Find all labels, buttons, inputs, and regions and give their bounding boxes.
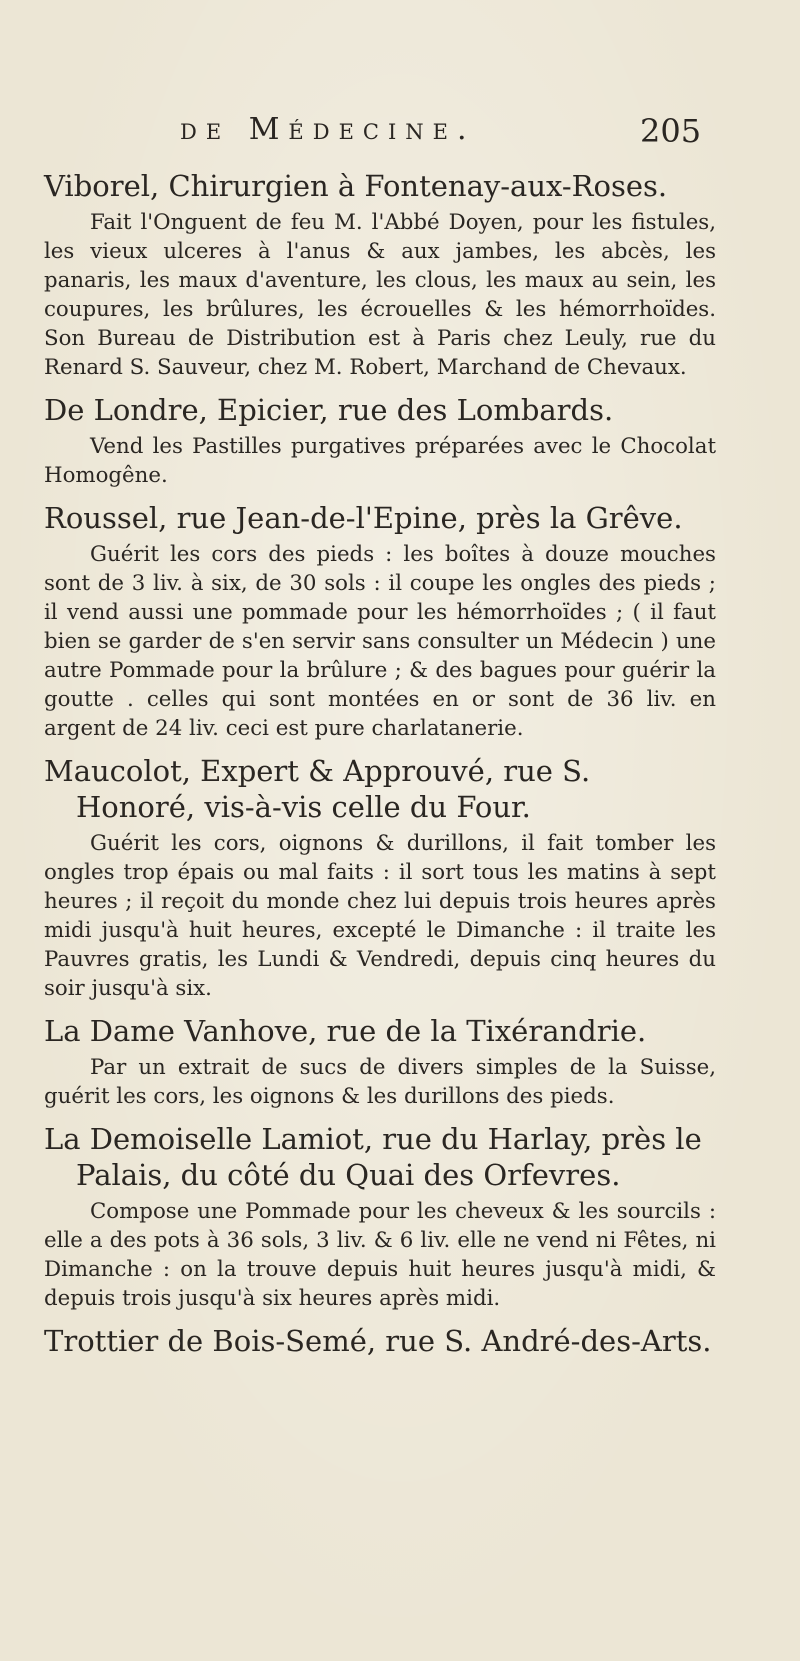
entry-body: Fait l'Onguent de feu M. l'Abbé Doyen, pour les fistules, les vieux ulceres à l'anus & aux jambes, les abcès, les panaris, les maux d'aventure, les clous, les maux au sein, les coupures, les brûlures, les écrouelles & les hémorrhoïdes. Son Bureau de Distribution est à Paris chez Leuly, rue du Renard S. Sauveur, chez M. Robert, Marchand de Chevaux. [44,210,716,380]
entry-maucolot [44,753,716,1003]
entry-body: Par un extrait de sucs de divers simples de la Suisse, guérit les cors, les oignons & les durillons des pieds. [44,1055,716,1109]
entry-heading: Roussel, rue Jean-de-l'Epine, près la Grêve. [44,501,683,535]
entry-body: Guérit les cors, oignons & durillons, il fait tomber les ongles trop épais ou mal faits : il sort tous les matins à sept heures ; il reçoit du monde chez lui depuis trois heures après midi jusqu'à huit heures, excepté le Dimanche : il traite les Pauvres gratis, les Lundi & Vendredi, depuis cinq heures du soir jusqu'à six. [44,831,716,1001]
entry-body: Guérit les cors des pieds : les boîtes à douze mouches sont de 3 liv. à six, de 30 sols : il coupe les ongles des pieds ; il vend aussi une pommade pour les hémorrhoïdes ; ( il faut bien se garder de s'en servir sans consulter un Médecin ) une autre Pommade pour la brûlure ; & des bagues pour guérir la goutte . celles qui sont montées en or sont de 36 liv. en argent de 24 liv. ceci est pure charlatanerie. [44,542,716,741]
running-head [0,112,800,152]
entry-heading: Viborel, Chirurgien à Fontenay-aux-Roses. [44,169,668,203]
entry-heading: Trottier de Bois-Semé, rue S. André-des-Arts. [44,1324,712,1358]
entry-lamiot [44,1121,716,1313]
entry-viborel [44,168,716,382]
entry-trottier [44,1323,716,1359]
running-title: de Médecine. [180,112,476,147]
entry-heading: La Dame Vanhove, rue de la Tixérandrie. [44,1014,647,1048]
entry-de-londre [44,392,716,490]
entry-body: Vend les Pastilles purgatives préparées avec le Chocolat Homogêne. [44,434,716,488]
page-number: 205 [640,112,702,150]
entry-heading: La Demoiselle Lamiot, rue du Harlay, près le Palais, du côté du Quai des Orfevres. [44,1122,702,1192]
entry-list [44,168,716,1369]
entry-body: Compose une Pommade pour les cheveux & les sourcils : elle a des pots à 36 sols, 3 liv. & 6 liv. elle ne vend ni Fêtes, ni Dimanche : on la trouve depuis huit heures jusqu'à midi, & depuis trois jusqu'à six heures après midi. [44,1199,716,1311]
entry-roussel [44,500,716,743]
entry-heading: De Londre, Epicier, rue des Lombards. [44,393,614,427]
entry-heading: Maucolot, Expert & Approuvé, rue S. Honoré, vis-à-vis celle du Four. [44,754,591,824]
entry-vanhove [44,1013,716,1111]
